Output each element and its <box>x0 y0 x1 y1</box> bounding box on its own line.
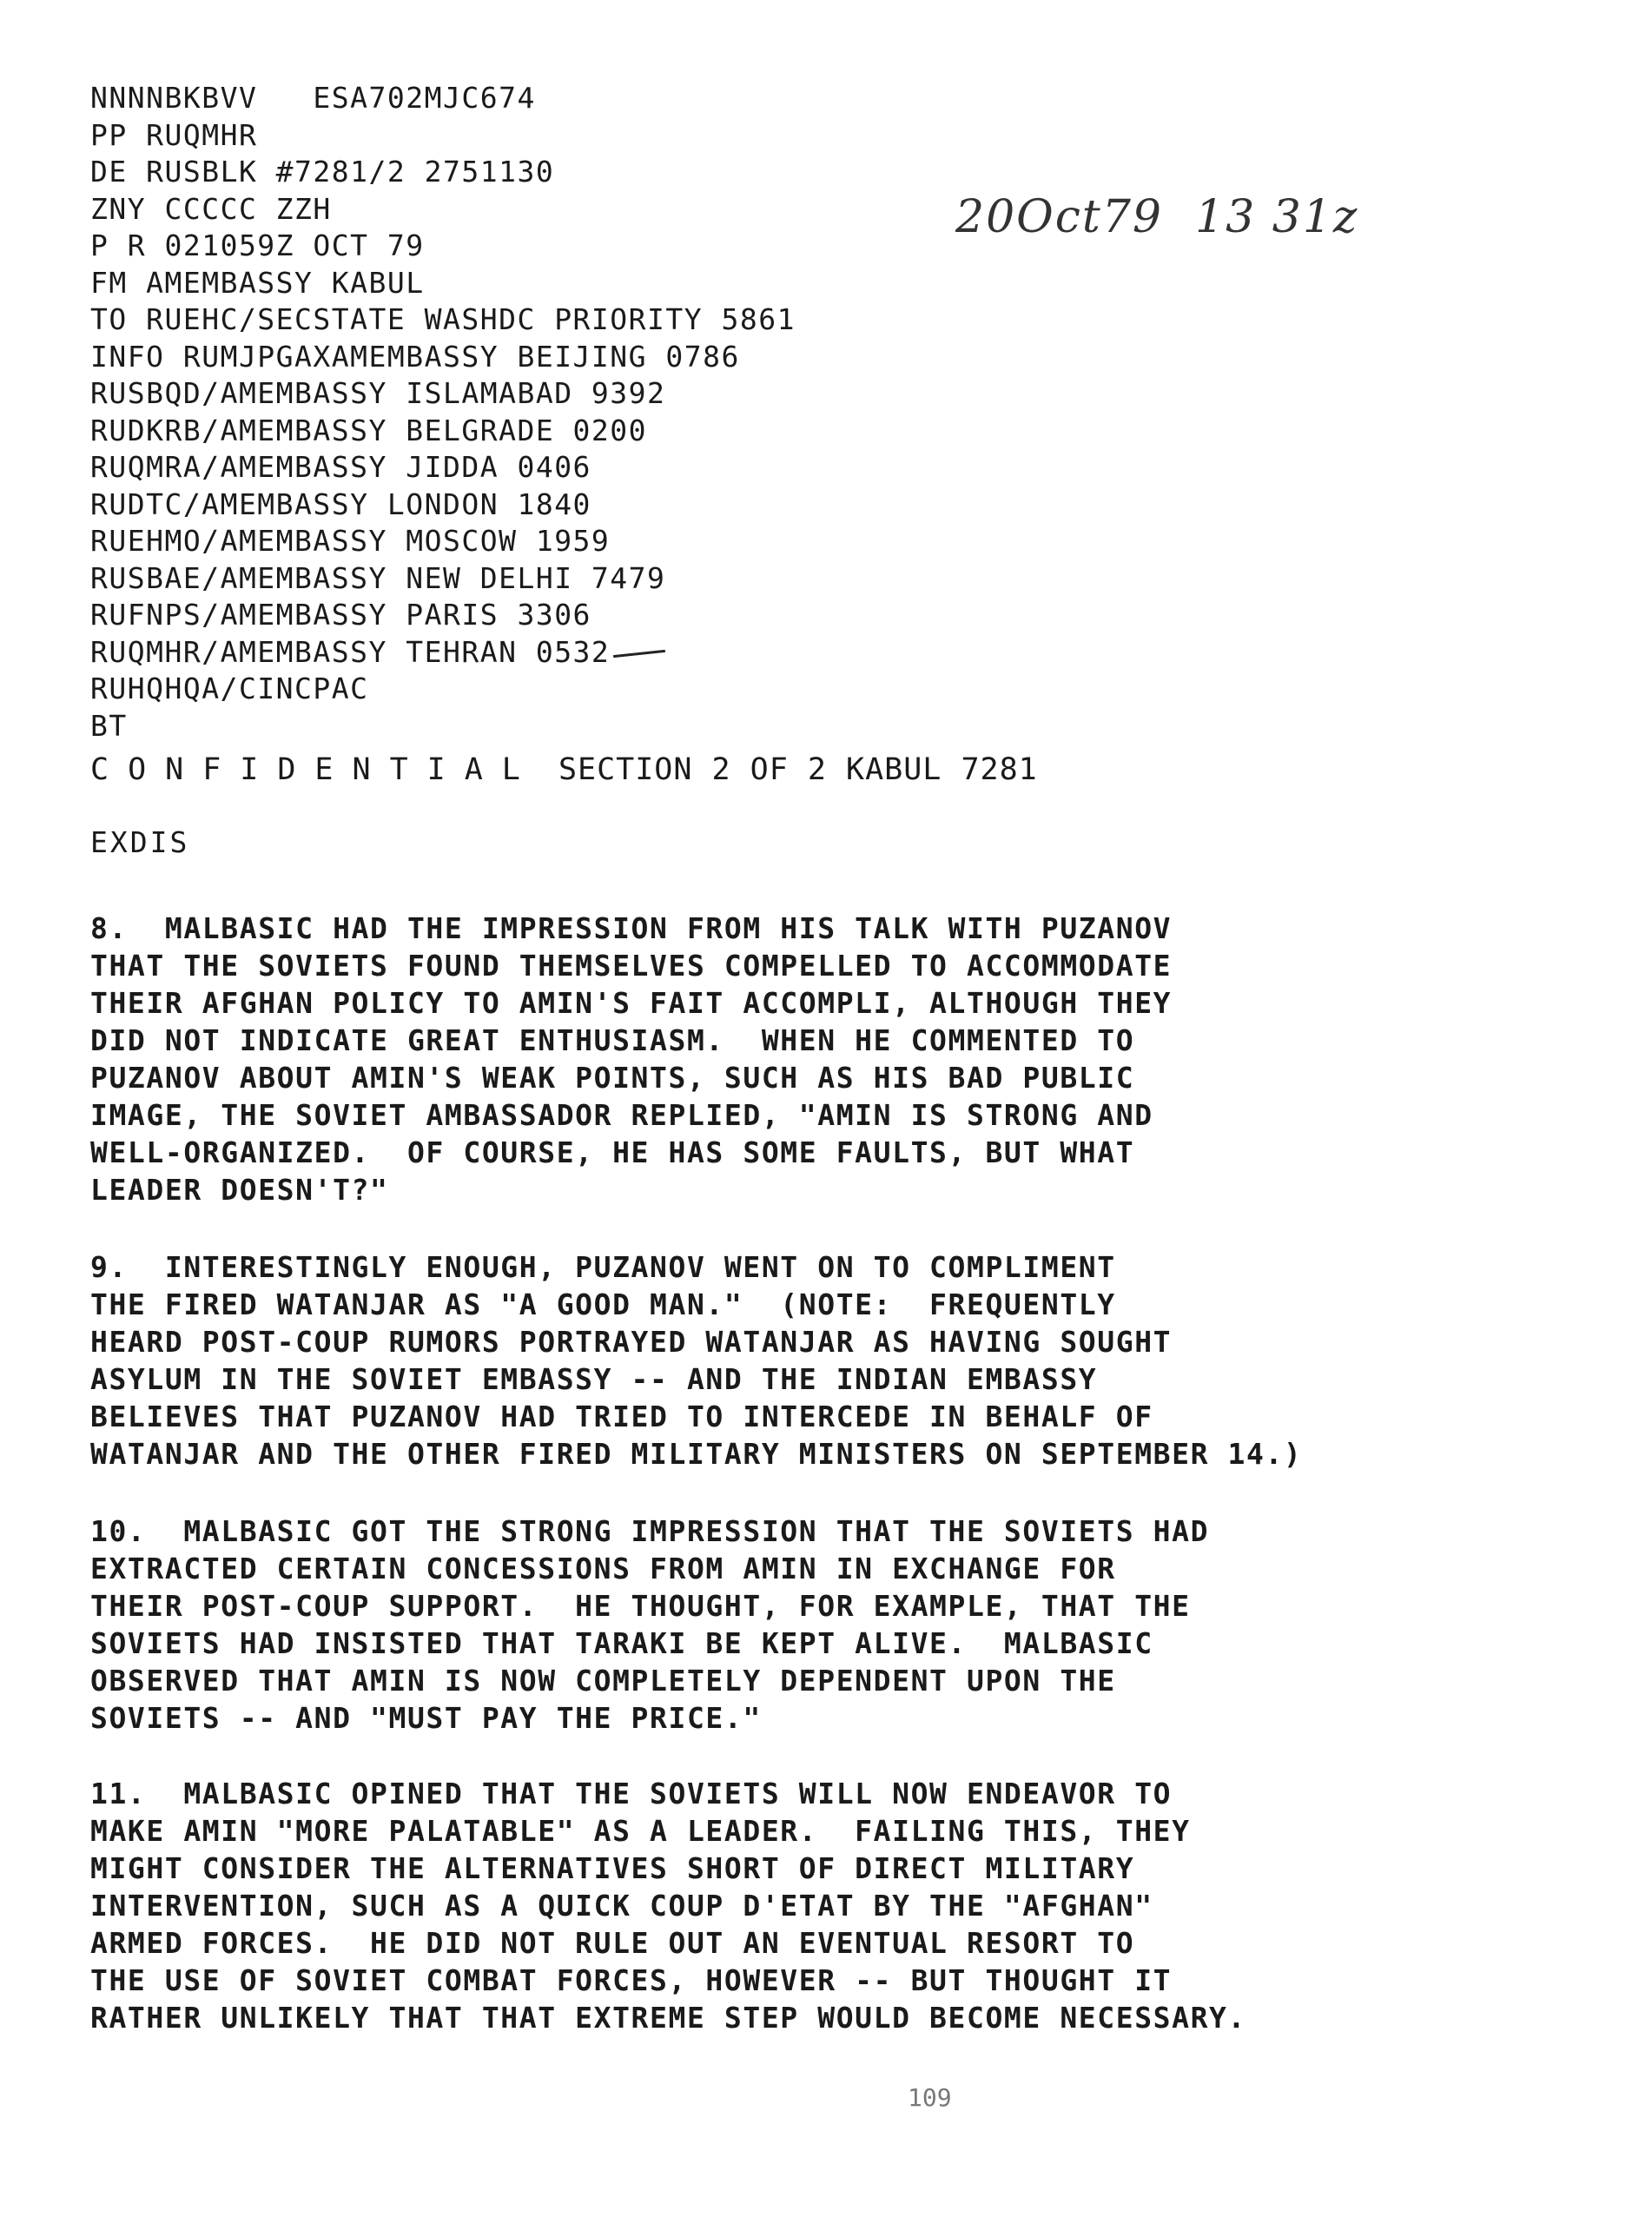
text-line: RATHER UNLIKELY THAT THAT EXTREME STEP WOULD BECOME NECESSARY. <box>90 2001 1246 2035</box>
text-line: SOVIETS -- AND "MUST PAY THE PRICE." <box>90 1701 762 1735</box>
routing-header <box>90 80 1393 745</box>
header-line: RUSBQD/AMEMBASSY ISLAMABAD 9392 <box>90 376 666 410</box>
header-line: RUSBAE/AMEMBASSY NEW DELHI 7479 <box>90 560 666 595</box>
header-line: RUDKRB/AMEMBASSY BELGRADE 0200 <box>90 413 648 447</box>
text-line: MAKE AMIN "MORE PALATABLE" AS A LEADER. FAILING THIS, THEY <box>90 1814 1191 1848</box>
header-line-tehran <box>90 634 1393 672</box>
classification-line <box>90 752 1038 787</box>
text-line: ARMED FORCES. HE DID NOT RULE OUT AN EVENTUAL RESORT TO <box>90 1926 1135 1960</box>
text-line: 10. MALBASIC GOT THE STRONG IMPRESSION THAT THE SOVIETS HAD <box>90 1514 1210 1548</box>
header-line: ZNY CCCCC ZZH <box>90 191 332 226</box>
text-line: THEIR AFGHAN POLICY TO AMIN'S FAIT ACCOMPLI, ALTHOUGH THEY <box>90 986 1173 1020</box>
handwritten-date-stamp: 20Oct79 13 31z <box>955 191 1359 243</box>
text-line: 11. MALBASIC OPINED THAT THE SOVIETS WILL NOW ENDEAVOR TO <box>90 1777 1173 1810</box>
text-line: EXTRACTED CERTAIN CONCESSIONS FROM AMIN IN EXCHANGE FOR <box>90 1552 1116 1585</box>
paragraph-9 <box>90 1248 1497 1473</box>
text-line: BELIEVES THAT PUZANOV HAD TRIED TO INTERCEDE IN BEHALF OF <box>90 1400 1153 1433</box>
header-line-text: RUQMHR/AMEMBASSY TEHRAN 0532 <box>90 634 611 669</box>
text-line: SOVIETS HAD INSISTED THAT TARAKI BE KEPT ALIVE. MALBASIC <box>90 1626 1153 1660</box>
header-line: FM AMEMBASSY KABUL <box>90 265 425 300</box>
paragraph-11 <box>90 1775 1497 2036</box>
text-line: PUZANOV ABOUT AMIN'S WEAK POINTS, SUCH AS HIS BAD PUBLIC <box>90 1061 1135 1095</box>
text-line: DID NOT INDICATE GREAT ENTHUSIASM. WHEN HE COMMENTED TO <box>90 1023 1135 1057</box>
header-line: RUDTC/AMEMBASSY LONDON 1840 <box>90 486 591 521</box>
text-line: WATANJAR AND THE OTHER FIRED MILITARY MINISTERS ON SEPTEMBER 14.) <box>90 1437 1303 1471</box>
text-line: IMAGE, THE SOVIET AMBASSADOR REPLIED, "AMIN IS STRONG AND <box>90 1098 1153 1132</box>
header-line: PP RUQMHR <box>90 117 258 152</box>
header-line: BT <box>90 708 128 743</box>
header-line: RUEHMO/AMEMBASSY MOSCOW 1959 <box>90 524 611 558</box>
text-line: THEIR POST-COUP SUPPORT. HE THOUGHT, FOR EXAMPLE, THAT THE <box>90 1589 1191 1623</box>
header-line: RUHQHQA/CINCPAC <box>90 672 369 705</box>
header-line: TO RUEHC/SECSTATE WASHDC PRIORITY 5861 <box>90 302 796 336</box>
text-line: HEARD POST-COUP RUMORS PORTRAYED WATANJAR AS HAVING SOUGHT <box>90 1325 1173 1359</box>
text-line: 9. INTERESTINGLY ENOUGH, PUZANOV WENT ON TO COMPLIMENT <box>90 1250 1116 1284</box>
text-line: OBSERVED THAT AMIN IS NOW COMPLETELY DEPENDENT UPON THE <box>90 1664 1116 1698</box>
text-line: THAT THE SOVIETS FOUND THEMSELVES COMPELLED TO ACCOMMODATE <box>90 949 1173 983</box>
header-line: P R 021059Z OCT 79 <box>90 228 425 262</box>
header-line: RUQMRA/AMEMBASSY JIDDA 0406 <box>90 450 591 484</box>
text-line: INTERVENTION, SUCH AS A QUICK COUP D'ETAT BY THE "AFGHAN" <box>90 1889 1153 1923</box>
header-line: DE RUSBLK #7281/2 2751130 <box>90 155 555 189</box>
text-line: 8. MALBASIC HAD THE IMPRESSION FROM HIS TALK WITH PUZANOV <box>90 911 1173 945</box>
classification-label: CONFIDENTIAL <box>90 752 539 787</box>
header-line: RUFNPS/AMEMBASSY PARIS 3306 <box>90 598 591 632</box>
header-line: INFO RUMJPGAXAMEMBASSY BEIJING 0786 <box>90 339 740 374</box>
section-label: SECTION 2 OF 2 KABUL 7281 <box>539 752 1038 787</box>
paragraph-8 <box>90 910 1497 1208</box>
page-number: 109 <box>908 2083 952 2112</box>
text-line: WELL-ORGANIZED. OF COURSE, HE HAS SOME FAULTS, BUT WHAT <box>90 1135 1135 1169</box>
distribution-caption: EXDIS <box>90 825 190 859</box>
text-line: THE USE OF SOVIET COMBAT FORCES, HOWEVER -- BUT THOUGHT IT <box>90 1963 1173 1997</box>
handwritten-dash-mark <box>613 649 665 657</box>
text-line: MIGHT CONSIDER THE ALTERNATIVES SHORT OF DIRECT MILITARY <box>90 1851 1135 1885</box>
text-line: THE FIRED WATANJAR AS "A GOOD MAN." (NOTE: FREQUENTLY <box>90 1287 1116 1321</box>
header-line: NNNNBKBVV ESA702MJC674 <box>90 81 536 115</box>
text-line: ASYLUM IN THE SOVIET EMBASSY -- AND THE INDIAN EMBASSY <box>90 1362 1098 1396</box>
text-line: LEADER DOESN'T?" <box>90 1173 389 1207</box>
paragraph-10 <box>90 1512 1497 1737</box>
